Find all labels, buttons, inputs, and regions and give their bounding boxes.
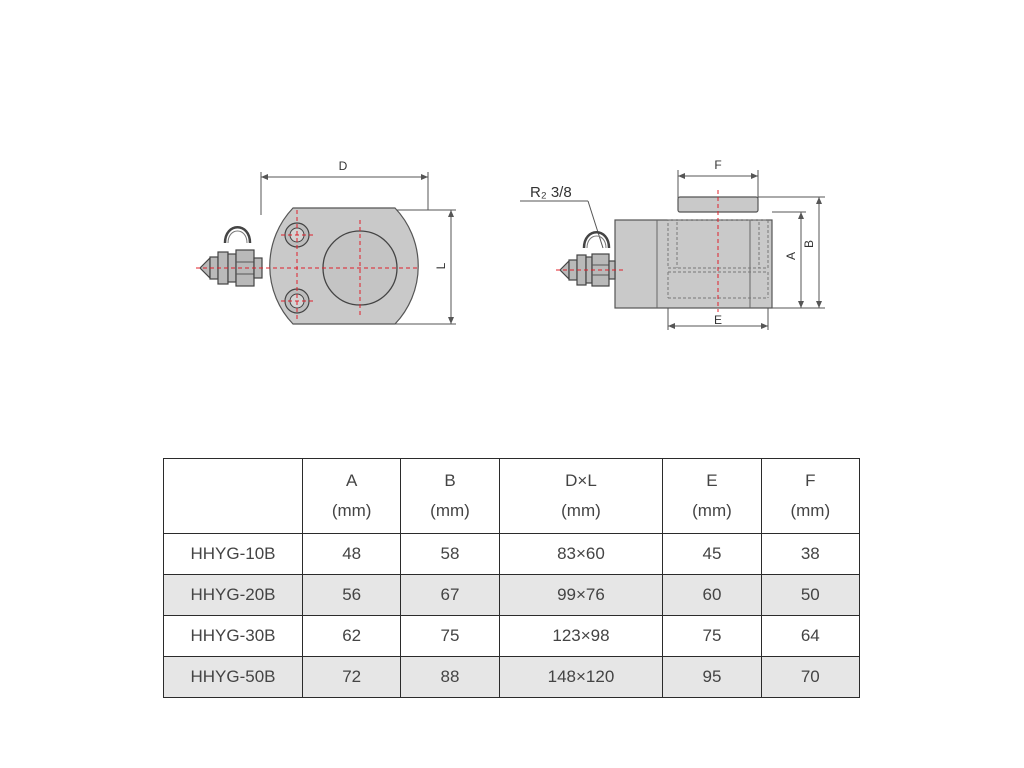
table-row: [164, 534, 860, 575]
table-cell: 48: [303, 534, 401, 575]
table-cell: 60: [663, 575, 761, 616]
model-cell: HHYG-30B: [164, 616, 303, 657]
column-name: B: [444, 471, 456, 490]
column-name: E: [706, 471, 718, 490]
column-unit: (mm): [430, 501, 470, 520]
table-cell: 75: [663, 616, 761, 657]
column-name: F: [805, 471, 816, 490]
dimension-label-d: D: [338, 159, 348, 173]
table-cell: 75: [401, 616, 499, 657]
port-thread-label: R₂ 3/8: [530, 184, 572, 201]
table-row: [164, 657, 860, 698]
table-cell: 64: [761, 616, 859, 657]
table-cell: 58: [401, 534, 499, 575]
table-cell: 95: [663, 657, 761, 698]
front-view: [196, 159, 456, 324]
table-cell: 70: [761, 657, 859, 698]
table-row: [164, 575, 860, 616]
table-cell: 88: [401, 657, 499, 698]
table-cell: 72: [303, 657, 401, 698]
column-header-dxl: [499, 459, 663, 534]
dimension-label-a: A: [784, 251, 798, 261]
table-corner-cell: [164, 459, 303, 534]
table-cell: 67: [401, 575, 499, 616]
dimension-label-b: B: [802, 239, 816, 249]
column-unit: (mm): [790, 501, 831, 520]
side-view: [520, 158, 825, 330]
table-cell: 38: [761, 534, 859, 575]
column-unit: (mm): [692, 501, 732, 520]
model-cell: HHYG-50B: [164, 657, 303, 698]
column-name: A: [345, 471, 358, 490]
table-cell: 50: [761, 575, 859, 616]
table-cell: 123×98: [499, 616, 663, 657]
table-cell: 83×60: [499, 534, 663, 575]
hydraulic-coupler-side: [560, 232, 615, 286]
table-row: [164, 616, 860, 657]
cylinder-body-side: [615, 220, 772, 308]
column-name: D×L: [565, 471, 597, 490]
table-cell: 56: [303, 575, 401, 616]
table-cell: 62: [303, 616, 401, 657]
dimension-label-l: L: [434, 262, 448, 270]
dimension-label-e: E: [713, 313, 723, 327]
model-cell: HHYG-10B: [164, 534, 303, 575]
specification-table: [163, 458, 860, 698]
table-cell: 45: [663, 534, 761, 575]
table-header-row: [164, 459, 860, 534]
table-cell: 99×76: [499, 575, 663, 616]
column-header-f: [761, 459, 859, 534]
dimension-label-f: F: [714, 158, 722, 172]
column-unit: (mm): [331, 501, 372, 520]
column-header-a: [303, 459, 401, 534]
model-cell: HHYG-20B: [164, 575, 303, 616]
hydraulic-coupler-front: [200, 227, 262, 286]
column-header-e: [663, 459, 761, 534]
table-cell: 148×120: [499, 657, 663, 698]
column-header-b: [401, 459, 499, 534]
column-unit: (mm): [561, 501, 601, 520]
